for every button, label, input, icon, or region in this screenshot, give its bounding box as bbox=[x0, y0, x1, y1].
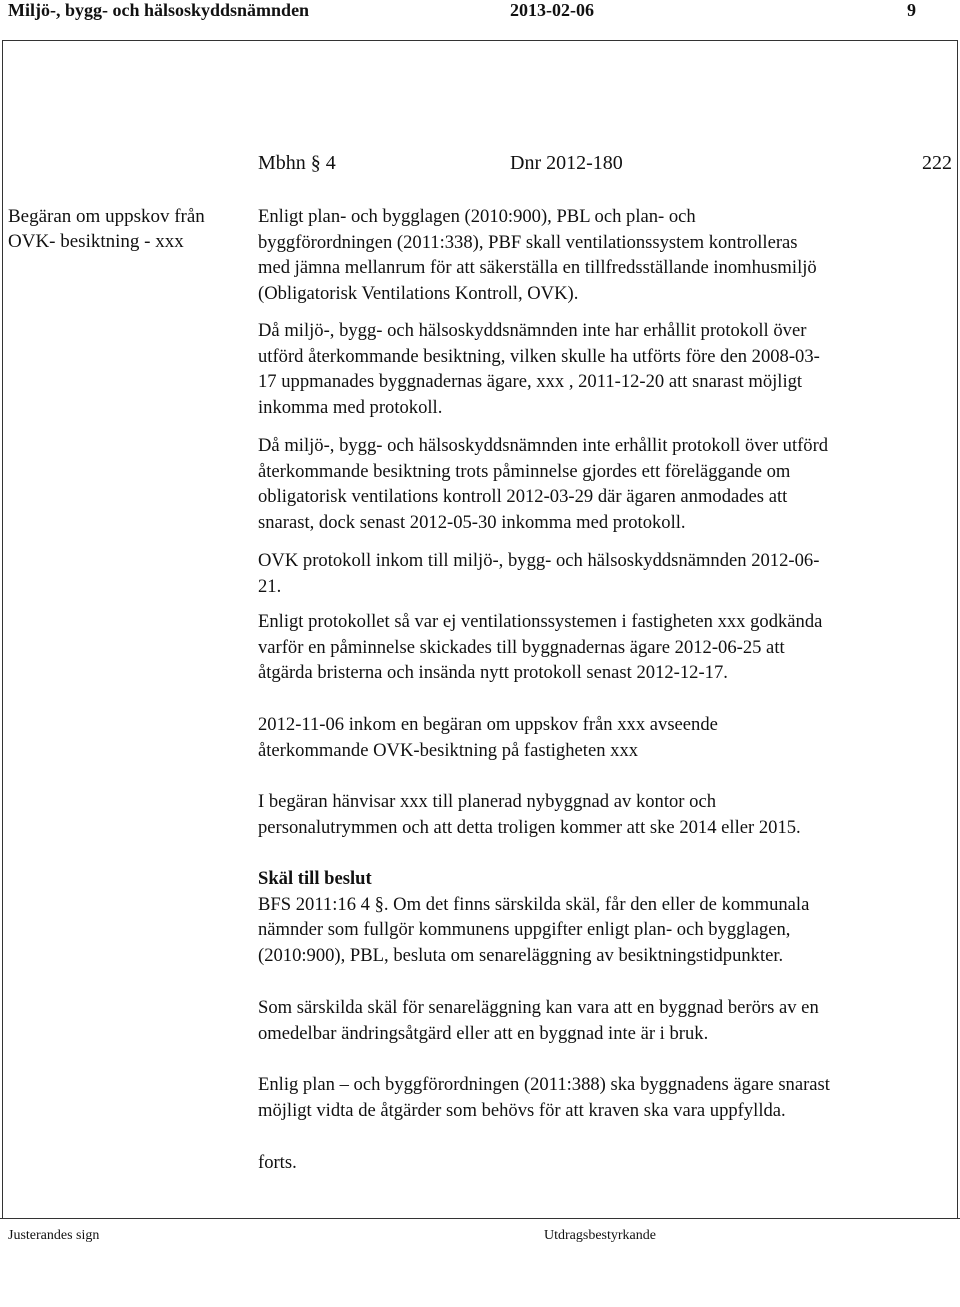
case-title-line: OVK- besiktning - xxx bbox=[8, 231, 184, 252]
text-line: Enligt plan- och bygglagen (2010:900), PBL och plan- och bbox=[258, 206, 696, 227]
case-title bbox=[8, 204, 248, 254]
continued-marker bbox=[258, 1150, 953, 1176]
paragraph-first-request bbox=[258, 318, 953, 421]
paragraph-reference: Mbhn § 4 bbox=[258, 152, 336, 174]
text-line: snarast, dock senast 2012-05-30 inkomma med protokoll. bbox=[258, 512, 686, 534]
paragraph-not-approved bbox=[258, 609, 953, 686]
text-line: Enlig plan – och byggförordningen (2011:388) ska byggnadens ägare snarast bbox=[258, 1074, 830, 1095]
paragraph-request-reason bbox=[258, 789, 953, 840]
text-line: 2012-11-06 inkom en begäran om uppskov från xxx avseende bbox=[258, 714, 718, 735]
paragraph-owner-duty bbox=[258, 1072, 953, 1123]
text-line: inkomma med protokoll. bbox=[258, 397, 443, 419]
text-line: omedelbar ändringsåtgärd eller att en byggnad inte är i bruk. bbox=[258, 1022, 709, 1044]
page-number: 9 bbox=[907, 0, 916, 20]
text-line: OVK protokoll inkom till miljö-, bygg- och hälsoskyddsnämnden 2012-06- bbox=[258, 550, 820, 571]
text-line: (2010:900), PBL, besluta om senareläggning av besiktningstidpunkter. bbox=[258, 945, 784, 967]
text-line: utförd återkommande besiktning, vilken skulle ha utförts före den 2008-03- bbox=[258, 345, 820, 367]
text-line: Som särskilda skäl för senareläggning kan vara att en byggnad berörs av en bbox=[258, 997, 819, 1018]
text-line: Enligt protokollet så var ej ventilationssystemen i fastigheten xxx godkända bbox=[258, 611, 823, 632]
case-title-line: Begäran om uppskov från bbox=[8, 206, 205, 227]
text-line: Då miljö-, bygg- och hälsoskyddsnämnden inte har erhållit protokoll över bbox=[258, 320, 807, 341]
paragraph-protocol-received bbox=[258, 548, 953, 599]
text-line: varför en påminnelse skickades till byggnadernas ägare 2012-06-25 att bbox=[258, 636, 785, 658]
section-heading: Skäl till beslut bbox=[258, 868, 372, 889]
text-line: möjligt vidta de åtgärder som behövs för att kraven ska vara uppfyllda. bbox=[258, 1099, 786, 1121]
text-line: återkommande OVK-besiktning på fastigheten xxx bbox=[258, 739, 639, 761]
diary-number: Dnr 2012-180 bbox=[510, 152, 623, 174]
section-reasons bbox=[258, 866, 953, 969]
text-line: (Obligatorisk Ventilations Kontroll, OVK). bbox=[258, 283, 579, 305]
text-line: byggförordningen (2011:338), PBF skall ventilationssystem kontrolleras bbox=[258, 231, 798, 253]
committee-name: Miljö-, bygg- och hälsoskyddsnämnden bbox=[8, 0, 310, 20]
meeting-date: 2013-02-06 bbox=[510, 0, 594, 20]
text-line: 17 uppmanades byggnadernas ägare, xxx , 2011-12-20 att snarast möjligt bbox=[258, 371, 803, 393]
paragraph-special-reasons bbox=[258, 995, 953, 1046]
text-line: med jämna mellanrum för att säkerställa en tillfredsställande inomhusmiljö bbox=[258, 257, 817, 279]
paragraph-injunction bbox=[258, 433, 953, 536]
text-line: forts. bbox=[258, 1152, 297, 1173]
text-line: personalutrymmen och att detta troligen kommer att ske 2014 eller 2015. bbox=[258, 816, 801, 838]
text-line: åtgärda bristerna och insända nytt protokoll senast 2012-12-17. bbox=[258, 662, 728, 684]
paragraph-deferral-request bbox=[258, 712, 953, 763]
footer-divider bbox=[0, 1218, 960, 1219]
paragraph-background bbox=[258, 204, 953, 307]
text-line: återkommande besiktning trots påminnelse gjordes ett föreläggande om bbox=[258, 460, 791, 482]
text-line: 21. bbox=[258, 575, 282, 597]
text-line: Då miljö-, bygg- och hälsoskyddsnämnden inte erhållit protokoll över utförd bbox=[258, 435, 829, 456]
extract-certification-label: Utdragsbestyrkande bbox=[544, 1228, 656, 1243]
text-line: obligatorisk ventilations kontroll 2012-03-29 där ägaren anmodades att bbox=[258, 486, 788, 508]
adjuster-signature-label: Justerandes sign bbox=[8, 1228, 100, 1243]
text-line: nämnder som fullgör kommunens uppgifter enligt plan- och bygglagen, bbox=[258, 919, 791, 941]
case-number: 222 bbox=[922, 152, 952, 174]
text-line: I begäran hänvisar xxx till planerad nybyggnad av kontor och bbox=[258, 791, 716, 812]
text-line: BFS 2011:16 4 §. Om det finns särskilda skäl, får den eller de kommunala bbox=[258, 893, 810, 915]
